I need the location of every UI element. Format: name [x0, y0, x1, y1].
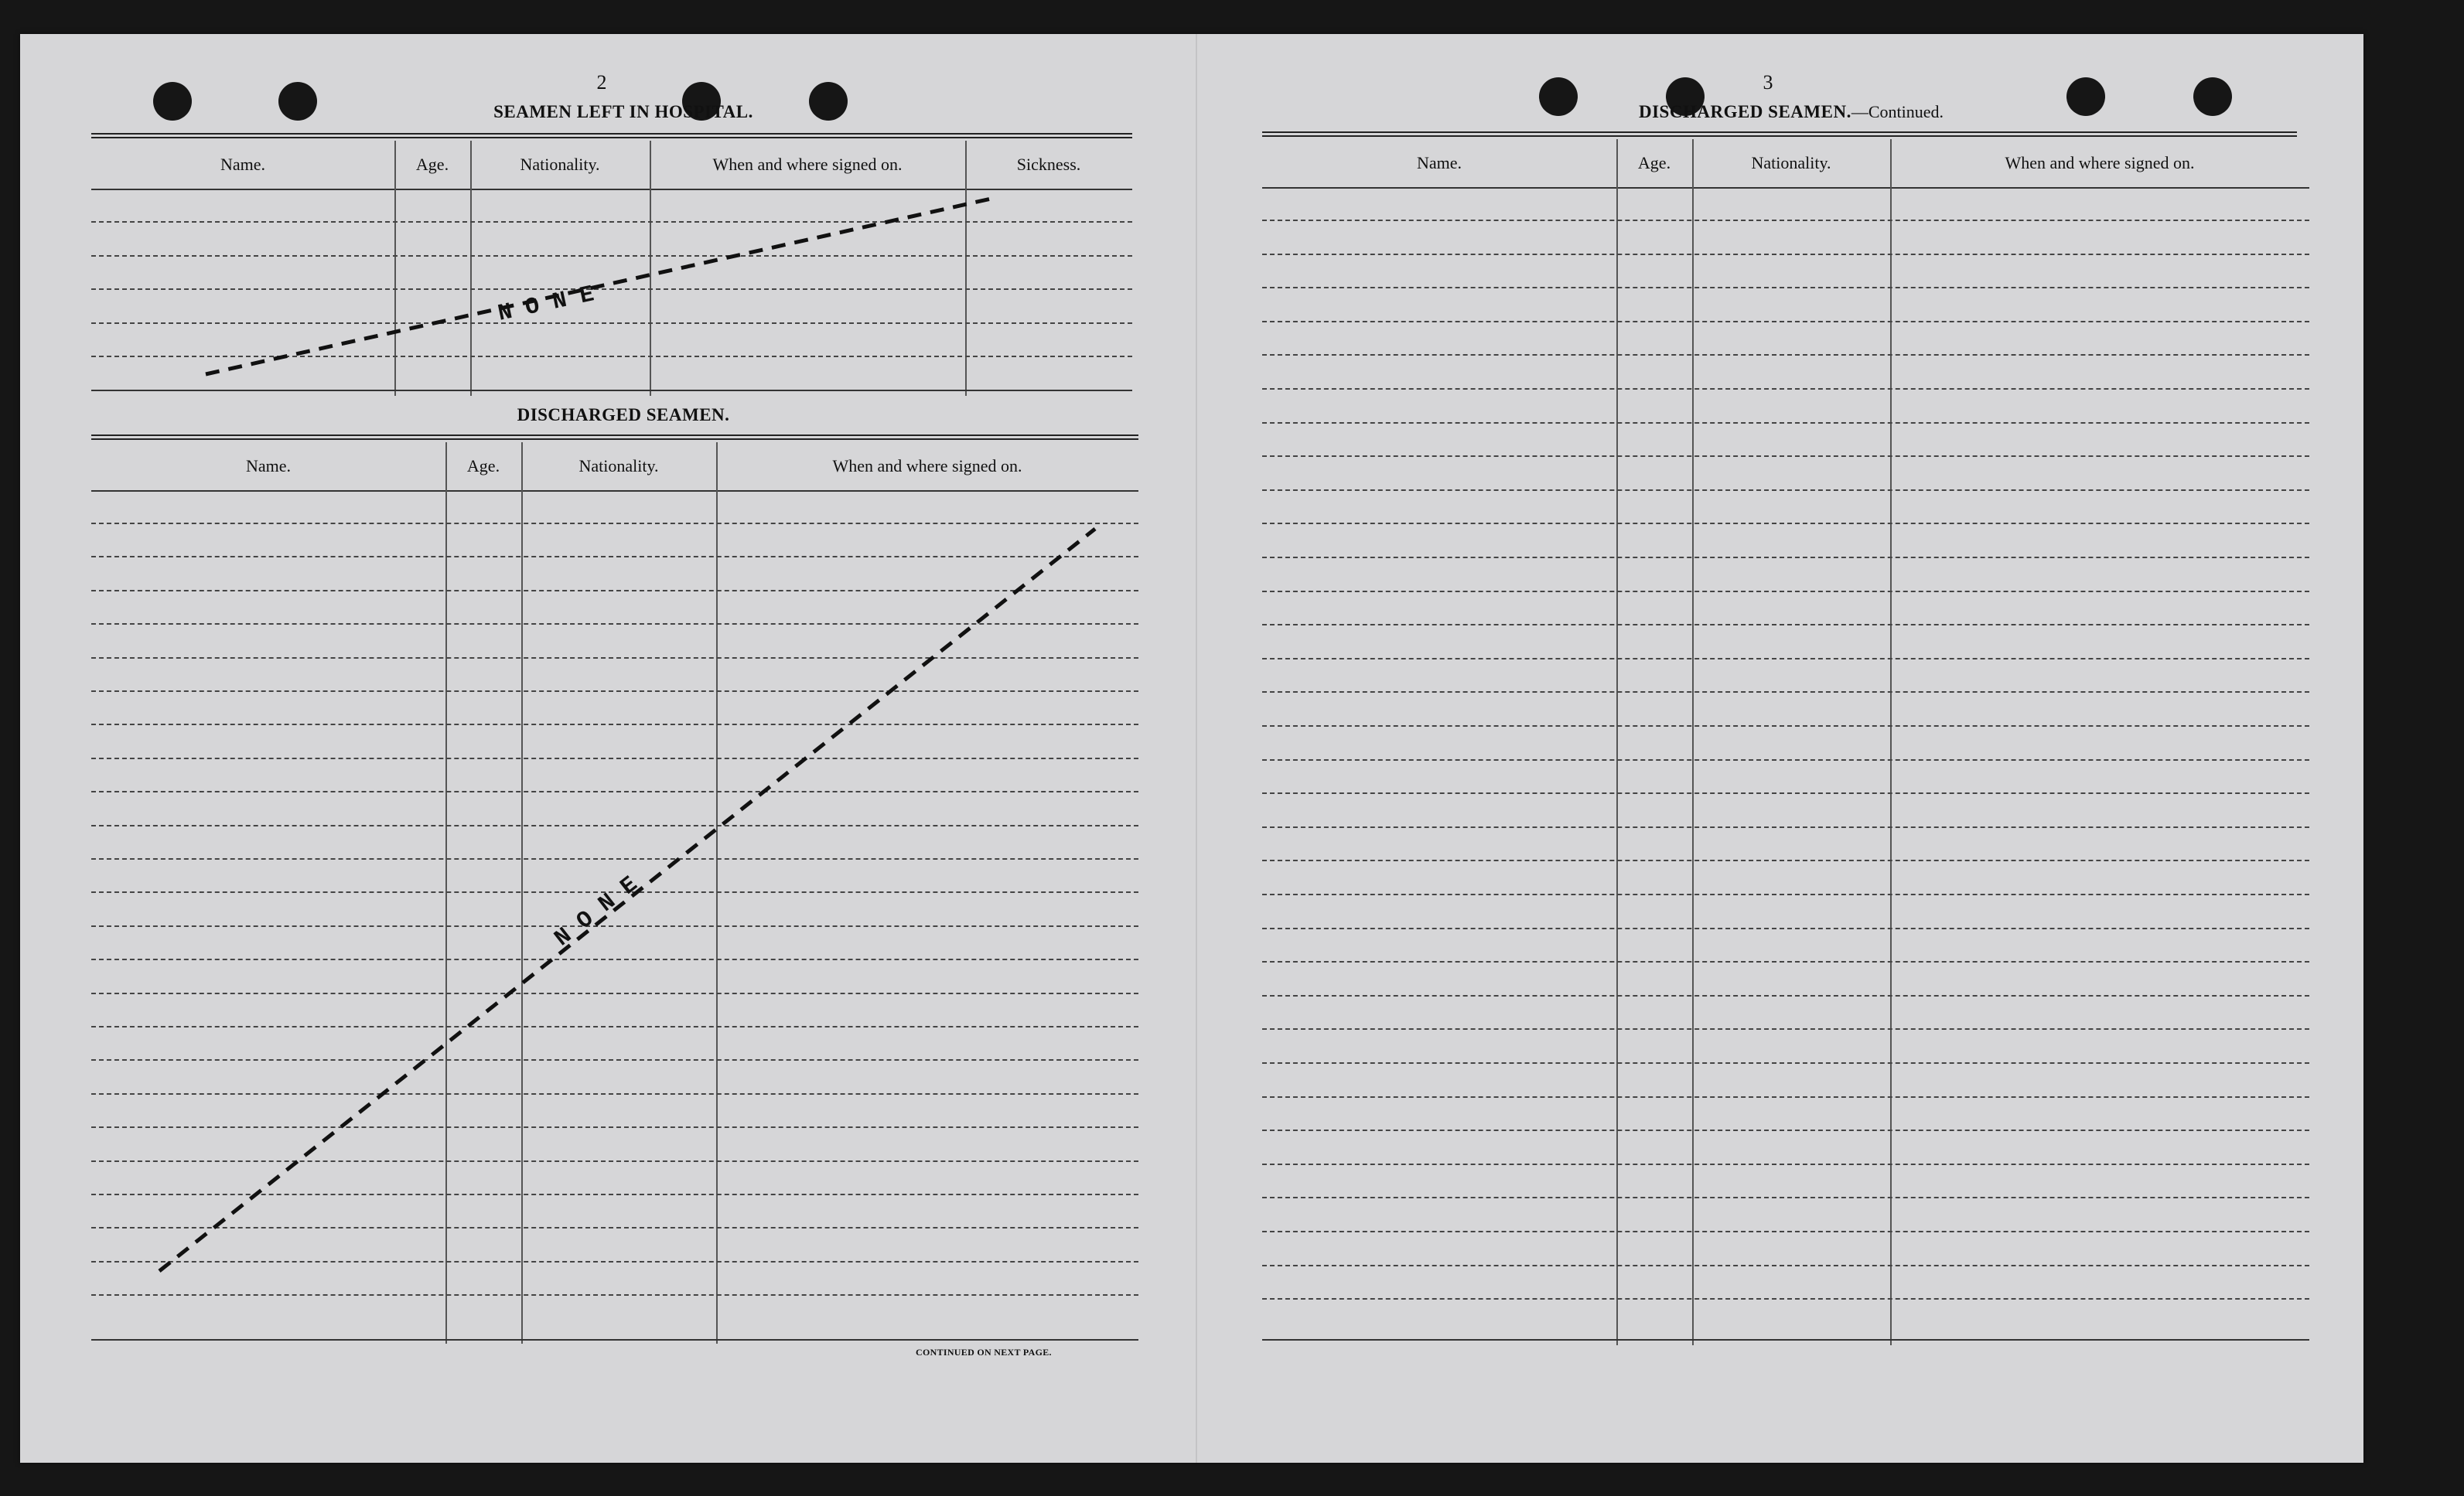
- column-header-nationality: Nationality.: [578, 456, 659, 475]
- title-continued: —Continued.: [1851, 102, 1944, 121]
- column-header-name: Name.: [245, 456, 292, 475]
- column-header-signed-on: When and where signed on.: [2005, 153, 2195, 172]
- hospital-strike-line: [206, 198, 995, 374]
- hospital-section-title: SEAMEN LEFT IN HOSPITAL.: [493, 102, 753, 121]
- column-header-name: Name.: [1416, 153, 1462, 172]
- title-main: DISCHARGED SEAMEN.: [1639, 102, 1851, 121]
- discharged-none-stamp: N O N E: [550, 871, 643, 952]
- column-header-age: Age.: [1637, 153, 1671, 172]
- page-number-left: 2: [596, 71, 607, 94]
- column-header-name: Name.: [220, 155, 266, 174]
- column-header-signed-on: When and where signed on.: [832, 456, 1022, 475]
- hospital-none-stamp: N O N E: [496, 281, 597, 328]
- continued-note: CONTINUED ON NEXT PAGE.: [916, 1347, 1052, 1358]
- none-stamp-overlay: [20, 34, 2363, 1463]
- column-header-sickness: Sickness.: [1016, 155, 1081, 174]
- page-number-right: 3: [1763, 71, 1773, 94]
- column-header-age: Age.: [466, 456, 500, 475]
- column-header-signed-on: When and where signed on.: [712, 155, 903, 174]
- document-sheet: [20, 34, 2363, 1463]
- column-header-nationality: Nationality.: [1751, 153, 1831, 172]
- column-header-age: Age.: [415, 155, 449, 174]
- discharged-section-title: DISCHARGED SEAMEN.: [517, 405, 730, 424]
- column-header-nationality: Nationality.: [520, 155, 600, 174]
